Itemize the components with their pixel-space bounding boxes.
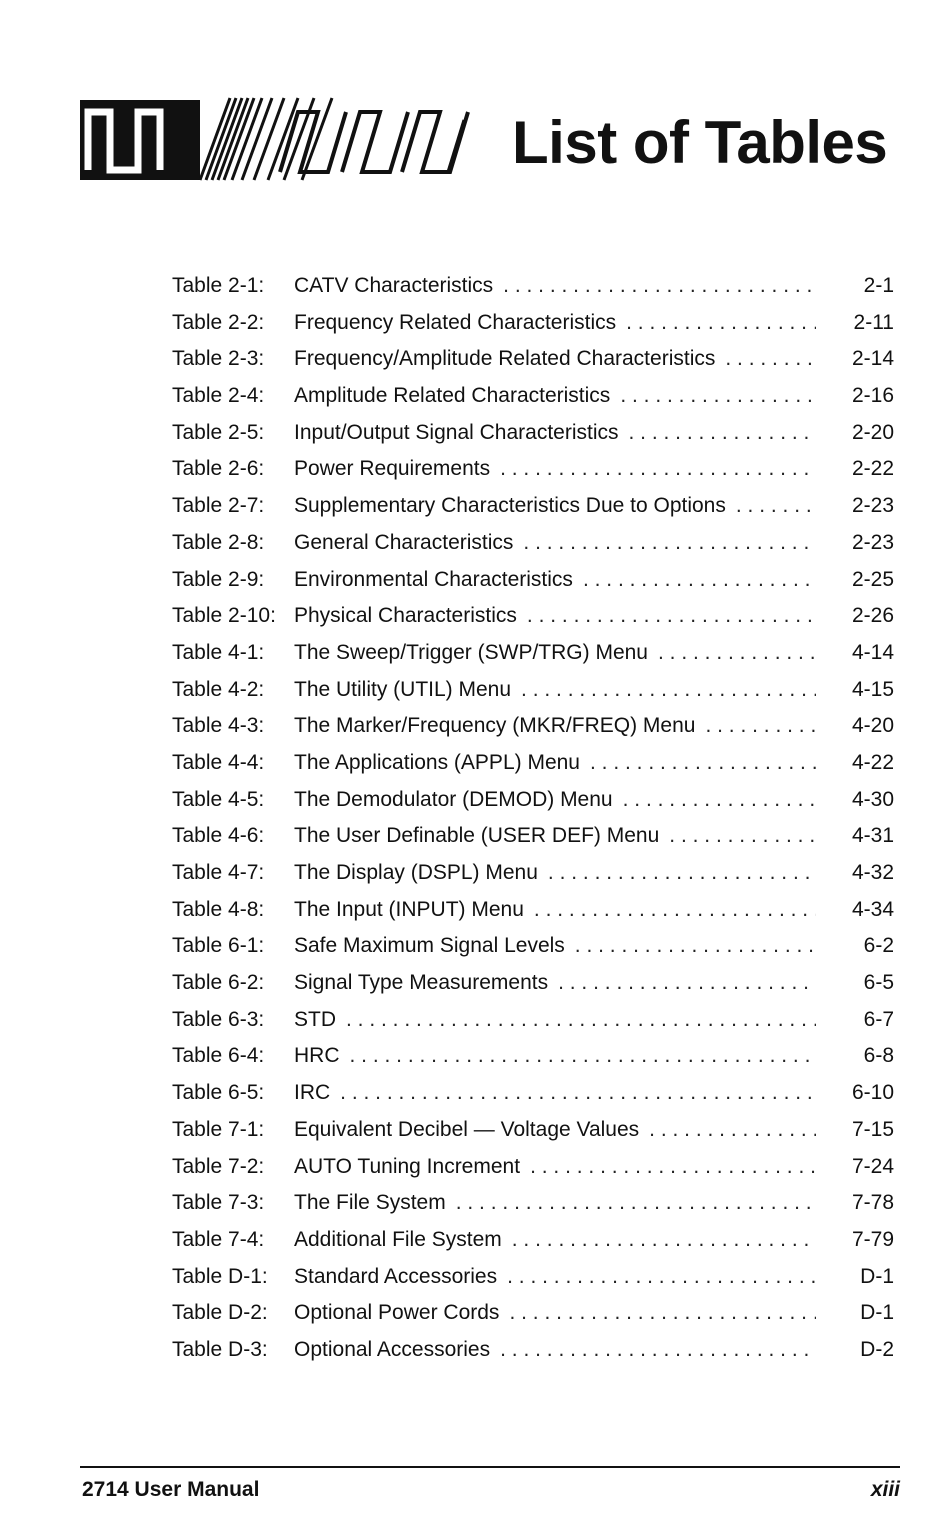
toc-dot-leader bbox=[558, 971, 816, 995]
toc-entry[interactable] bbox=[172, 1118, 894, 1155]
toc-dot-leader bbox=[500, 457, 816, 481]
toc-entry-number: Table 6-2: bbox=[172, 971, 265, 995]
toc-entry-number: Table 4-1: bbox=[172, 640, 265, 664]
toc-entry[interactable] bbox=[172, 678, 894, 715]
toc-dot-leader bbox=[340, 1081, 816, 1105]
toc-entry-page: 2-22 bbox=[851, 457, 894, 481]
toc-entry[interactable] bbox=[172, 347, 894, 384]
toc-entry-title: IRC bbox=[294, 1081, 331, 1105]
toc-entry[interactable] bbox=[172, 384, 894, 421]
toc-entry-page: 2-16 bbox=[851, 384, 894, 408]
toc-dot-leader bbox=[507, 1265, 816, 1289]
toc-entry[interactable] bbox=[172, 1265, 894, 1302]
toc-entry-title: Additional File System bbox=[294, 1227, 502, 1251]
toc-entry-page: D-1 bbox=[860, 1264, 894, 1288]
toc-dot-leader bbox=[669, 824, 816, 848]
toc-entry-title: STD bbox=[294, 1007, 336, 1031]
toc-entry-title: Standard Accessories bbox=[294, 1264, 498, 1288]
toc-entry-title: CATV Characteristics bbox=[294, 274, 494, 297]
toc-entry-title: AUTO Tuning Increment bbox=[294, 1154, 521, 1178]
toc-entry[interactable] bbox=[172, 1301, 894, 1338]
toc-entry-number: Table 4-7: bbox=[172, 861, 265, 884]
toc-entry-number: Table 4-8: bbox=[172, 897, 265, 921]
toc-entry-page: 4-22 bbox=[851, 750, 894, 774]
toc-entry-number: Table 4-2: bbox=[172, 677, 265, 701]
toc-dot-leader bbox=[521, 678, 816, 702]
toc-entry[interactable] bbox=[172, 714, 894, 751]
tektronix-waveform-logo-icon bbox=[80, 90, 490, 182]
toc-entry-number: Table 4-5: bbox=[172, 787, 265, 811]
toc-entry[interactable] bbox=[172, 898, 894, 935]
toc-entry[interactable] bbox=[172, 1155, 894, 1192]
toc-entry-title: Optional Accessories bbox=[294, 1337, 491, 1361]
toc-entry-page: 7-24 bbox=[851, 1154, 894, 1178]
toc-entry-page: 6-7 bbox=[863, 1007, 894, 1031]
page-title: List of Tables bbox=[512, 109, 888, 176]
toc-entry[interactable] bbox=[172, 751, 894, 788]
toc-entry-page: 2-23 bbox=[851, 494, 894, 518]
toc-entry-page: 6-8 bbox=[863, 1044, 894, 1068]
toc-entry-number: Table D-3: bbox=[172, 1337, 268, 1361]
toc-entry-title: The Utility (UTIL) Menu bbox=[294, 677, 512, 701]
toc-entry-title: The Marker/Frequency (MKR/FREQ) Menu bbox=[294, 714, 696, 738]
toc-entry-number: Table 2-6: bbox=[172, 457, 265, 481]
toc-entry-page: 2-20 bbox=[851, 420, 894, 444]
toc-entry-title: Signal Type Measurements bbox=[294, 971, 549, 995]
toc-entry-page: 7-15 bbox=[851, 1117, 894, 1141]
toc-entry-number: Table 4-4: bbox=[172, 750, 265, 774]
toc-entry-page: D-1 bbox=[860, 1301, 894, 1325]
toc-entry-number: Table 2-5: bbox=[172, 420, 265, 444]
toc-entry-page: 2-1 bbox=[863, 274, 894, 297]
toc-entry[interactable] bbox=[172, 1338, 894, 1375]
toc-entry-title: HRC bbox=[294, 1044, 340, 1068]
toc-entry[interactable] bbox=[172, 531, 894, 568]
toc-entry-number: Table 2-7: bbox=[172, 494, 265, 518]
toc-entry-title: The Sweep/Trigger (SWP/TRG) Menu bbox=[294, 640, 648, 664]
toc-entry-page: 2-25 bbox=[851, 567, 894, 591]
toc-entry[interactable] bbox=[172, 1008, 894, 1045]
footer-page-number: xiii bbox=[870, 1478, 900, 1501]
toc-entry-number: Table 6-5: bbox=[172, 1081, 265, 1105]
toc-entry[interactable] bbox=[172, 568, 894, 605]
toc-entry-number: Table 7-1: bbox=[172, 1117, 265, 1141]
toc-entry-page: D-2 bbox=[860, 1337, 894, 1361]
toc-dot-leader bbox=[534, 898, 816, 922]
toc-entry-page: 4-15 bbox=[851, 677, 894, 701]
toc-entry-number: Table 6-4: bbox=[172, 1044, 265, 1068]
toc-entry-title: Environmental Characteristics bbox=[294, 567, 573, 591]
toc-dot-leader bbox=[500, 1338, 816, 1362]
toc-entry-number: Table 2-10: bbox=[172, 604, 276, 628]
toc-entry-title: Equivalent Decibel — Voltage Values bbox=[294, 1117, 640, 1141]
toc-dot-leader bbox=[350, 1044, 817, 1068]
toc-dot-leader bbox=[548, 861, 816, 885]
footer-manual-name: 2714 User Manual bbox=[82, 1478, 260, 1501]
toc-entry[interactable] bbox=[172, 604, 894, 641]
toc-entry[interactable] bbox=[172, 274, 894, 311]
toc-entry-page: 6-5 bbox=[863, 971, 894, 995]
toc-entry[interactable] bbox=[172, 788, 894, 825]
page-header bbox=[80, 80, 910, 190]
toc-dot-leader bbox=[456, 1191, 816, 1215]
toc-entry-title: Physical Characteristics bbox=[294, 604, 517, 628]
toc-entry[interactable] bbox=[172, 1191, 894, 1228]
toc-entry-page: 2-23 bbox=[851, 530, 894, 554]
toc-dot-leader bbox=[512, 1228, 816, 1252]
toc-entry-number: Table 6-1: bbox=[172, 934, 265, 958]
toc-entry-title: Frequency/Amplitude Related Characteristics bbox=[294, 347, 716, 371]
toc-entry-number: Table D-2: bbox=[172, 1301, 268, 1325]
toc-entry-number: Table 2-8: bbox=[172, 530, 265, 554]
toc-entry[interactable] bbox=[172, 971, 894, 1008]
toc-entry[interactable] bbox=[172, 421, 894, 458]
toc-dot-leader bbox=[527, 604, 816, 628]
toc-entry[interactable] bbox=[172, 641, 894, 678]
toc-entry-page: 4-14 bbox=[851, 640, 894, 664]
toc-dot-leader bbox=[705, 714, 816, 738]
toc-entry-number: Table 2-2: bbox=[172, 310, 265, 334]
toc-entry-title: Power Requirements bbox=[294, 457, 491, 481]
toc-entry[interactable] bbox=[172, 824, 894, 861]
toc-entry[interactable] bbox=[172, 934, 894, 971]
toc-entry-page: 4-20 bbox=[851, 714, 894, 738]
toc-entry[interactable] bbox=[172, 1081, 894, 1118]
toc-entry-page: 4-32 bbox=[851, 861, 894, 884]
toc-entry[interactable] bbox=[172, 457, 894, 494]
toc-dot-leader bbox=[530, 1155, 816, 1179]
toc-entry-title: Frequency Related Characteristics bbox=[294, 310, 617, 334]
toc-entry-title: Amplitude Related Characteristics bbox=[294, 384, 611, 408]
toc-dot-leader bbox=[629, 421, 817, 445]
toc-dot-leader bbox=[583, 568, 816, 592]
toc-dot-leader bbox=[620, 384, 816, 408]
toc-entry-number: Table 6-3: bbox=[172, 1007, 265, 1031]
toc-dot-leader bbox=[590, 751, 816, 775]
toc-entry-page: 4-31 bbox=[851, 824, 894, 848]
toc-entry-title: Input/Output Signal Characteristics bbox=[294, 420, 619, 444]
toc-entry-number: Table 2-3: bbox=[172, 347, 265, 371]
toc-dot-leader bbox=[626, 311, 816, 335]
toc-dot-leader bbox=[649, 1118, 816, 1142]
toc-entry-title: Safe Maximum Signal Levels bbox=[294, 934, 565, 958]
toc-entry-title: Supplementary Characteristics Due to Options bbox=[294, 494, 726, 518]
toc-entry-page: 7-78 bbox=[851, 1191, 894, 1215]
toc-entry-number: Table 7-4: bbox=[172, 1227, 265, 1251]
toc-entry-title: The User Definable (USER DEF) Menu bbox=[294, 824, 660, 848]
toc-entry-number: Table 2-4: bbox=[172, 384, 265, 408]
toc-entry-number: Table 7-2: bbox=[172, 1154, 265, 1178]
toc-entry-number: Table 7-3: bbox=[172, 1191, 265, 1215]
toc-entry-number: Table 4-6: bbox=[172, 824, 265, 848]
toc-entry-page: 2-14 bbox=[851, 347, 894, 371]
toc-dot-leader bbox=[725, 347, 816, 371]
toc-entry-page: 4-30 bbox=[851, 787, 894, 811]
toc-entry[interactable] bbox=[172, 861, 894, 898]
toc-entry-page: 7-79 bbox=[851, 1227, 894, 1251]
toc-entry-title: Optional Power Cords bbox=[294, 1301, 500, 1325]
footer-divider bbox=[80, 1466, 900, 1468]
toc-entry-title: The File System bbox=[294, 1191, 446, 1215]
toc-entry-page: 2-11 bbox=[853, 310, 894, 334]
toc-entry-title: The Demodulator (DEMOD) Menu bbox=[294, 787, 613, 811]
toc-dot-leader bbox=[509, 1301, 816, 1325]
toc-entry[interactable] bbox=[172, 1044, 894, 1081]
toc-dot-leader bbox=[658, 641, 816, 665]
toc-dot-leader bbox=[503, 274, 816, 298]
toc-dot-leader bbox=[575, 934, 816, 958]
toc-dot-leader bbox=[736, 494, 816, 518]
toc-entry-page: 6-10 bbox=[851, 1081, 894, 1105]
toc-dot-leader bbox=[346, 1008, 816, 1032]
toc-entry[interactable] bbox=[172, 494, 894, 531]
table-of-tables bbox=[172, 274, 894, 1375]
toc-entry-page: 2-26 bbox=[851, 604, 894, 628]
toc-entry-number: Table 2-9: bbox=[172, 567, 265, 591]
toc-entry[interactable] bbox=[172, 1228, 894, 1265]
toc-entry-title: General Characteristics bbox=[294, 530, 514, 554]
toc-dot-leader bbox=[623, 788, 816, 812]
toc-entry-page: 6-2 bbox=[863, 934, 894, 958]
toc-entry-title: The Display (DSPL) Menu bbox=[294, 861, 538, 884]
toc-entry-title: The Applications (APPL) Menu bbox=[294, 750, 580, 774]
toc-entry-number: Table 4-3: bbox=[172, 714, 265, 738]
toc-entry-number: Table D-1: bbox=[172, 1264, 268, 1288]
toc-dot-leader bbox=[523, 531, 816, 555]
toc-entry-title: The Input (INPUT) Menu bbox=[294, 897, 524, 921]
toc-entry-number: Table 2-1: bbox=[172, 274, 265, 297]
toc-entry[interactable] bbox=[172, 311, 894, 348]
toc-entry-page: 4-34 bbox=[851, 897, 894, 921]
